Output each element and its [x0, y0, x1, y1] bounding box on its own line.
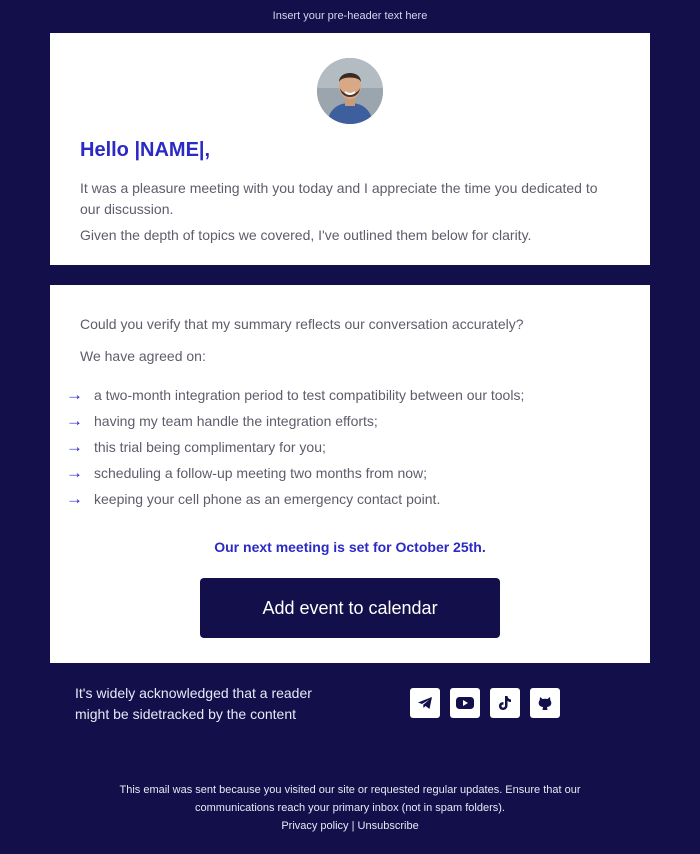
arrow-right-icon: →: [66, 489, 83, 508]
arrow-right-icon: →: [66, 437, 83, 456]
youtube-icon: [456, 696, 474, 710]
unsubscribe-link[interactable]: Unsubscribe: [357, 820, 419, 832]
list-item: [66, 462, 524, 488]
link-separator: |: [351, 820, 355, 832]
legal-text: This email was sent because you visited our site or requested regular updates. Ensure that our communications reach your primary inbox (not in spam folders).: [119, 784, 581, 814]
github-link[interactable]: [530, 688, 560, 718]
telegram-link[interactable]: [410, 688, 440, 718]
list-item-text: scheduling a follow-up meeting two months from now;: [94, 465, 428, 481]
intro-card: [50, 33, 650, 265]
privacy-policy-link[interactable]: Privacy policy: [281, 820, 349, 832]
summary-card: [50, 285, 650, 663]
list-item: [66, 436, 524, 462]
github-icon: [537, 695, 553, 711]
avatar-portrait-icon: [317, 58, 383, 124]
arrow-right-icon: →: [66, 463, 83, 482]
list-item: [66, 488, 524, 514]
list-item: [66, 384, 524, 410]
greeting-heading: Hello |NAME|,: [80, 139, 211, 161]
add-to-calendar-button[interactable]: Add event to calendar: [200, 578, 500, 638]
tiktok-icon: [498, 695, 512, 711]
arrow-right-icon: →: [66, 411, 83, 430]
list-item-text: this trial being complimentary for you;: [94, 439, 326, 455]
legal-footer: [80, 781, 620, 835]
next-meeting-text: Our next meeting is set for October 25th.: [214, 539, 486, 555]
intro-paragraph-1: It was a pleasure meeting with you today and I appreciate the time you dedicated to our discussion.: [80, 180, 598, 217]
telegram-icon: [417, 695, 433, 711]
agreed-label: We have agreed on:: [80, 348, 206, 364]
tiktok-link[interactable]: [490, 688, 520, 718]
social-links: [410, 688, 560, 718]
list-item-text: a two-month integration period to test compatibility between our tools;: [94, 387, 525, 403]
verify-question: Could you verify that my summary reflects our conversation accurately?: [80, 316, 524, 332]
youtube-link[interactable]: [450, 688, 480, 718]
footer-tagline: It's widely acknowledged that a reader might be sidetracked by the content: [75, 685, 312, 722]
agreement-list: [66, 384, 524, 514]
arrow-right-icon: →: [66, 385, 83, 404]
avatar: [317, 58, 383, 124]
list-item-text: having my team handle the integration efforts;: [94, 413, 378, 429]
intro-paragraph-2: Given the depth of topics we covered, I've outlined them below for clarity.: [80, 227, 532, 243]
list-item-text: keeping your cell phone as an emergency contact point.: [94, 491, 441, 507]
footer-links: [80, 817, 620, 835]
preheader-text: Insert your pre-header text here: [272, 10, 428, 22]
list-item: [66, 410, 524, 436]
